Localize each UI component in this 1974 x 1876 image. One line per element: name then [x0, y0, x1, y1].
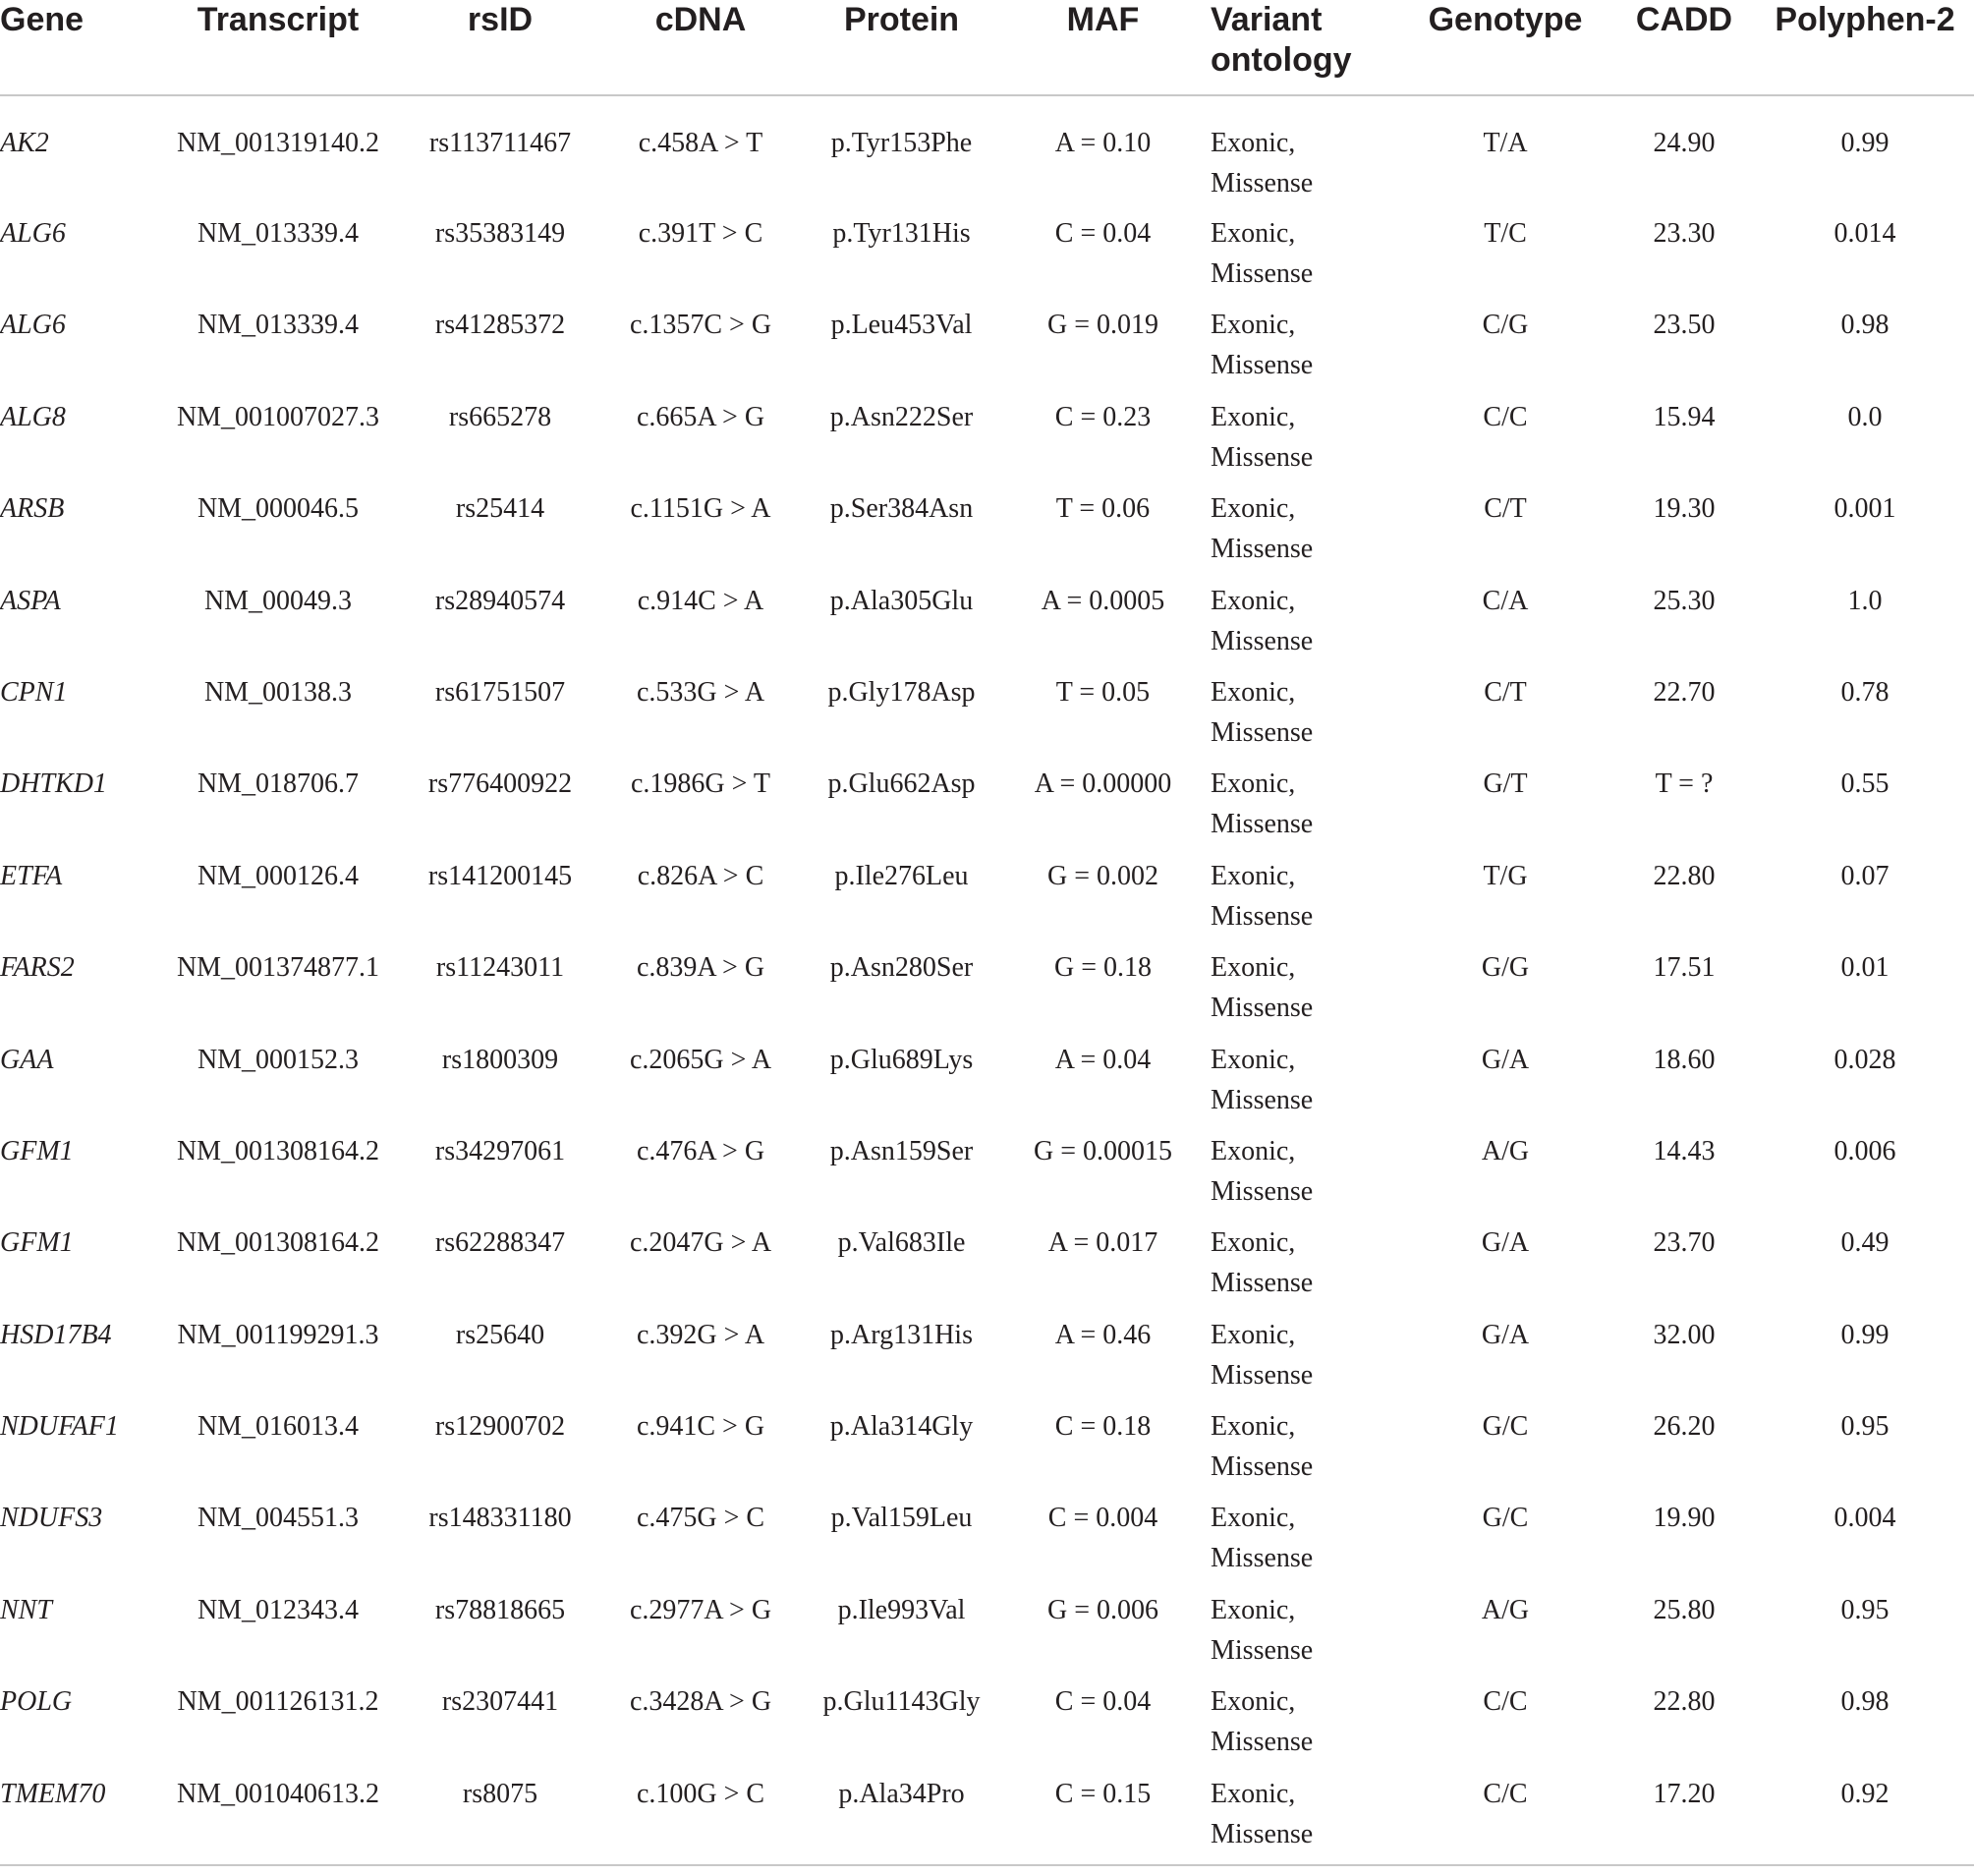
table-row	[0, 95, 1974, 213]
header-genotype: Genotype	[1398, 0, 1612, 95]
cell-rsid: rs8075	[407, 1774, 593, 1865]
cell-transcript: NM_016013.4	[197, 1411, 360, 1443]
header-maf: MAF	[995, 0, 1211, 95]
cell-maf: A = 0.10	[1054, 128, 1152, 158]
cell-protein: p.Glu689Lys	[829, 1044, 974, 1075]
cell-genotype: T/G	[1483, 860, 1528, 891]
cell-polyphen2: 0.0	[1847, 401, 1883, 432]
cell-cadd: 17.20	[1612, 1774, 1756, 1865]
cell-genotype: T/A	[1483, 128, 1528, 158]
table-row	[0, 1222, 1974, 1314]
cell-genotype: G/G	[1481, 952, 1530, 984]
cell-rsid: rs78818665	[434, 1594, 566, 1625]
cell-maf: G = 0.00015	[1033, 1135, 1172, 1166]
cell-cadd: 23.50	[1653, 310, 1716, 341]
cell-cdna: c.1151G > A	[630, 493, 771, 525]
cell-protein: p.Glu662Asp	[827, 768, 976, 800]
header-variant-ontology: Variant ontology	[1211, 0, 1398, 95]
cell-variant-ontology: Exonic, Missense	[1211, 1686, 1314, 1758]
cell-genotype: A/G	[1481, 1594, 1530, 1625]
cell-cadd: 24.90	[1653, 128, 1716, 158]
cell-polyphen2: 0.99	[1840, 1319, 1889, 1350]
cell-genotype: C/T	[1484, 493, 1527, 525]
cell-protein: p.Asn280Ser	[829, 952, 974, 984]
cell-cadd: 22.70	[1653, 676, 1716, 708]
cell-cdna: c.475G > C	[636, 1503, 765, 1534]
table-row	[0, 1315, 1974, 1406]
cell-gene: POLG	[0, 1686, 73, 1718]
table-row	[0, 581, 1974, 672]
cell-maf: C = 0.04	[1054, 218, 1152, 249]
cell-cdna: c.392G > A	[636, 1319, 765, 1350]
cell-genotype: C/C	[1483, 401, 1528, 432]
cell-cdna: c.1357C > G	[629, 310, 772, 341]
cell-genotype: G/A	[1481, 1227, 1530, 1259]
cell-cdna: c.914C > A	[637, 585, 764, 616]
cell-gene: GAA	[0, 1044, 54, 1075]
cell-variant-ontology: Exonic, Missense	[1211, 1319, 1314, 1391]
cell-polyphen2: 0.55	[1840, 768, 1889, 800]
cell-gene: AK2	[0, 128, 49, 158]
cell-variant-ontology: Exonic, Missense	[1211, 1044, 1314, 1115]
cell-cadd: 23.30	[1653, 218, 1716, 249]
cell-cadd: 25.80	[1653, 1594, 1716, 1625]
cell-protein: p.Val159Leu	[830, 1503, 973, 1534]
cell-cadd: T = ?	[1655, 768, 1714, 800]
cell-cadd: 22.80	[1653, 1686, 1716, 1718]
cell-maf: G = 0.019	[1046, 310, 1158, 341]
cell-gene: ALG6	[0, 310, 66, 341]
cell-cadd: 15.94	[1653, 401, 1716, 432]
cell-variant-ontology: Exonic, Missense	[1211, 952, 1314, 1024]
cell-maf: G = 0.006	[1046, 1594, 1158, 1625]
cell-polyphen2: 0.07	[1840, 860, 1889, 891]
cell-cdna: c.839A > G	[636, 952, 765, 984]
cell-maf: C = 0.004	[1047, 1503, 1158, 1534]
cell-polyphen2: 0.92	[1756, 1774, 1974, 1865]
cell-polyphen2: 0.95	[1840, 1594, 1889, 1625]
cell-variant-ontology: Exonic, Missense	[1211, 676, 1314, 748]
cell-cadd: 25.30	[1653, 585, 1716, 616]
cell-gene: ALG8	[0, 401, 66, 432]
cell-genotype: C/C	[1398, 1774, 1612, 1865]
cell-gene: NNT	[0, 1594, 52, 1625]
cell-genotype: A/G	[1481, 1135, 1530, 1166]
table-row	[0, 1590, 1974, 1681]
cell-transcript: NM_001126131.2	[177, 1686, 379, 1718]
cell-polyphen2: 0.95	[1840, 1411, 1889, 1443]
cell-cdna: c.941C > G	[636, 1411, 765, 1443]
cell-rsid: rs12900702	[434, 1411, 566, 1443]
cell-polyphen2: 0.01	[1840, 952, 1889, 984]
cell-rsid: rs25414	[455, 493, 545, 525]
cell-maf: A = 0.04	[1054, 1044, 1152, 1075]
cell-maf: A = 0.00000	[1034, 768, 1172, 800]
cell-rsid: rs25640	[455, 1319, 545, 1350]
header-transcript: Transcript	[149, 0, 407, 95]
cell-gene: ALG6	[0, 218, 66, 249]
cell-genotype: G/A	[1481, 1319, 1530, 1350]
cell-gene: DHTKD1	[0, 768, 107, 800]
table-row	[0, 1406, 1974, 1498]
table-row	[0, 1040, 1974, 1131]
cell-variant-ontology: Exonic, Missense	[1211, 1594, 1314, 1666]
cell-cdna: c.826A > C	[637, 860, 764, 891]
cell-genotype: C/G	[1482, 310, 1529, 341]
cell-variant-ontology: Exonic, Missense	[1211, 218, 1314, 289]
cell-maf: T = 0.06	[1055, 493, 1151, 525]
table-body	[0, 95, 1974, 1865]
cell-variant-ontology: Exonic, Missense	[1211, 1411, 1314, 1483]
cell-transcript: NM_000152.3	[197, 1044, 360, 1075]
cell-variant-ontology: Exonic, Missense	[1211, 768, 1314, 840]
cell-variant-ontology: Exonic, Missense	[1211, 310, 1314, 381]
cell-rsid: rs2307441	[441, 1686, 559, 1718]
cell-transcript: NM_001308164.2	[176, 1227, 380, 1259]
cell-rsid: rs61751507	[434, 676, 566, 708]
cell-genotype: G/C	[1482, 1411, 1529, 1443]
cell-variant-ontology: Exonic, Missense	[1211, 493, 1314, 565]
cell-maf: T = 0.05	[1055, 676, 1151, 708]
cell-protein: p.Arg131His	[830, 1319, 973, 1350]
table-row	[0, 305, 1974, 396]
cell-cadd: 14.43	[1653, 1135, 1716, 1166]
cell-protein: p.Tyr131His	[832, 218, 971, 249]
cell-cadd: 17.51	[1653, 952, 1716, 984]
header-polyphen2: Polyphen-2	[1756, 0, 1974, 95]
table-row	[0, 672, 1974, 764]
cell-gene: ETFA	[0, 860, 63, 891]
cell-maf: A = 0.46	[1054, 1319, 1152, 1350]
table-row	[0, 1774, 1974, 1865]
cell-cadd: 18.60	[1653, 1044, 1716, 1075]
cell-gene: GFM1	[0, 1135, 74, 1166]
table-row	[0, 764, 1974, 855]
cell-protein: p.Ala314Gly	[829, 1411, 974, 1443]
cell-rsid: rs1800309	[441, 1044, 559, 1075]
cell-protein: p.Leu453Val	[830, 310, 973, 341]
table-row	[0, 488, 1974, 580]
cell-cdna: c.665A > G	[636, 401, 765, 432]
cell-maf: G = 0.002	[1046, 860, 1158, 891]
cell-transcript: NM_00049.3	[203, 585, 353, 616]
cell-rsid: rs148331180	[428, 1503, 572, 1534]
cell-transcript: NM_001374877.1	[176, 952, 380, 984]
cell-variant-ontology: Exonic, Missense	[1211, 860, 1314, 932]
cell-transcript: NM_004551.3	[197, 1503, 360, 1534]
table-row	[0, 856, 1974, 947]
cell-polyphen2: 0.014	[1833, 218, 1896, 249]
cell-cdna: c.100G > C	[593, 1774, 808, 1865]
cell-transcript: NM_001199291.3	[177, 1319, 379, 1350]
cell-polyphen2: 0.49	[1840, 1227, 1889, 1259]
cell-variant-ontology: Exonic, Missense	[1211, 1227, 1314, 1299]
cell-polyphen2: 0.98	[1840, 310, 1889, 341]
cell-gene: ASPA	[0, 585, 61, 616]
cell-polyphen2: 0.99	[1840, 128, 1889, 158]
cell-genotype: T/C	[1484, 218, 1527, 249]
cell-protein: p.Ile993Val	[837, 1594, 966, 1625]
cell-genotype: C/A	[1482, 585, 1529, 616]
cell-maf: G = 0.18	[1053, 952, 1152, 984]
cell-transcript: NM_000126.4	[197, 860, 360, 891]
cell-genotype: C/C	[1483, 1686, 1528, 1718]
cell-transcript: NM_001319140.2	[176, 128, 380, 158]
cell-polyphen2: 0.028	[1833, 1044, 1896, 1075]
cell-gene: HSD17B4	[0, 1319, 112, 1350]
cell-maf: C = 0.23	[1054, 401, 1152, 432]
cell-cadd: 19.30	[1653, 493, 1716, 525]
cell-protein: p.Tyr153Phe	[830, 128, 973, 158]
table-row	[0, 213, 1974, 305]
cell-maf: A = 0.0005	[1041, 585, 1165, 616]
table-row	[0, 1131, 1974, 1222]
cell-gene: CPN1	[0, 676, 68, 708]
cell-gene: GFM1	[0, 1227, 74, 1259]
cell-variant-ontology: Exonic, Missense	[1211, 1774, 1398, 1865]
cell-transcript: NM_012343.4	[197, 1594, 360, 1625]
cell-genotype: C/T	[1484, 676, 1527, 708]
cell-variant-ontology: Exonic, Missense	[1211, 128, 1314, 199]
header-rsid: rsID	[407, 0, 593, 95]
table-row	[0, 1498, 1974, 1589]
table-row	[0, 1681, 1974, 1773]
cell-polyphen2: 0.006	[1833, 1135, 1896, 1166]
header-protein: Protein	[808, 0, 995, 95]
cell-cdna: c.458A > T	[638, 128, 763, 158]
cell-protein: p.Asn159Ser	[829, 1135, 974, 1166]
cell-protein: p.Ile276Leu	[834, 860, 969, 891]
cell-cadd: 22.80	[1653, 860, 1716, 891]
cell-protein: p.Asn222Ser	[829, 401, 974, 432]
cell-transcript: NM_013339.4	[197, 218, 360, 249]
cell-transcript: NM_018706.7	[197, 768, 360, 800]
cell-cdna: c.3428A > G	[629, 1686, 772, 1718]
cell-cdna: c.476A > G	[636, 1135, 765, 1166]
cell-cadd: 23.70	[1653, 1227, 1716, 1259]
cell-rsid: rs11243011	[435, 952, 565, 984]
cell-rsid: rs141200145	[427, 860, 573, 891]
cell-rsid: rs665278	[448, 401, 552, 432]
cell-cdna: c.533G > A	[636, 676, 765, 708]
cell-protein: p.Val683Ile	[837, 1227, 966, 1259]
table-header-row	[0, 0, 1974, 95]
cell-transcript: NM_001007027.3	[176, 401, 380, 432]
cell-polyphen2: 0.98	[1840, 1686, 1889, 1718]
cell-cdna: c.391T > C	[638, 218, 763, 249]
cell-maf: A = 0.017	[1047, 1227, 1158, 1259]
cell-rsid: rs28940574	[434, 585, 566, 616]
cell-rsid: rs113711467	[428, 128, 572, 158]
cell-cadd: 32.00	[1653, 1319, 1716, 1350]
cell-variant-ontology: Exonic, Missense	[1211, 1135, 1314, 1207]
cell-genotype: G/C	[1482, 1503, 1529, 1534]
cell-protein: p.Ser384Asn	[829, 493, 974, 525]
cell-gene: ARSB	[0, 493, 65, 525]
cell-rsid: rs35383149	[434, 218, 566, 249]
cell-cdna: c.2977A > G	[629, 1594, 772, 1625]
cell-transcript: NM_000046.5	[197, 493, 360, 525]
cell-transcript: NM_013339.4	[197, 310, 360, 341]
cell-rsid: rs776400922	[427, 768, 573, 800]
cell-cadd: 19.90	[1653, 1503, 1716, 1534]
cell-gene: NDUFAF1	[0, 1411, 119, 1443]
cell-rsid: rs62288347	[434, 1227, 566, 1259]
cell-rsid: rs41285372	[434, 310, 566, 341]
cell-polyphen2: 0.78	[1840, 676, 1889, 708]
table-row	[0, 397, 1974, 488]
cell-variant-ontology: Exonic, Missense	[1211, 401, 1314, 473]
cell-genotype: G/T	[1483, 768, 1528, 800]
cell-gene: FARS2	[0, 952, 75, 984]
header-cdna: cDNA	[593, 0, 808, 95]
cell-maf: C = 0.04	[1054, 1686, 1152, 1718]
cell-variant-ontology: Exonic, Missense	[1211, 1503, 1314, 1574]
header-gene: Gene	[0, 0, 149, 95]
cell-transcript: NM_001308164.2	[176, 1135, 380, 1166]
cell-polyphen2: 0.004	[1833, 1503, 1896, 1534]
cell-protein: p.Glu1143Gly	[822, 1686, 981, 1718]
cell-protein: p.Ala305Glu	[829, 585, 974, 616]
cell-protein: p.Gly178Asp	[827, 676, 976, 708]
cell-polyphen2: 1.0	[1847, 585, 1883, 616]
header-cadd: CADD	[1612, 0, 1756, 95]
cell-transcript: NM_00138.3	[203, 676, 353, 708]
cell-polyphen2: 0.001	[1833, 493, 1896, 525]
cell-maf: C = 0.18	[1054, 1411, 1152, 1443]
table-row	[0, 947, 1974, 1039]
cell-protein: p.Ala34Pro	[808, 1774, 995, 1865]
cell-rsid: rs34297061	[434, 1135, 566, 1166]
cell-maf: C = 0.15	[995, 1774, 1211, 1865]
cell-variant-ontology: Exonic, Missense	[1211, 585, 1314, 656]
cell-cdna: c.1986G > T	[630, 768, 771, 800]
cell-transcript: NM_001040613.2	[149, 1774, 407, 1865]
cell-genotype: G/A	[1481, 1044, 1530, 1075]
cell-cadd: 26.20	[1653, 1411, 1716, 1443]
cell-gene: NDUFS3	[0, 1503, 103, 1534]
cell-cdna: c.2065G > A	[629, 1044, 772, 1075]
cell-cdna: c.2047G > A	[629, 1227, 772, 1259]
cell-gene: TMEM70	[0, 1774, 149, 1865]
